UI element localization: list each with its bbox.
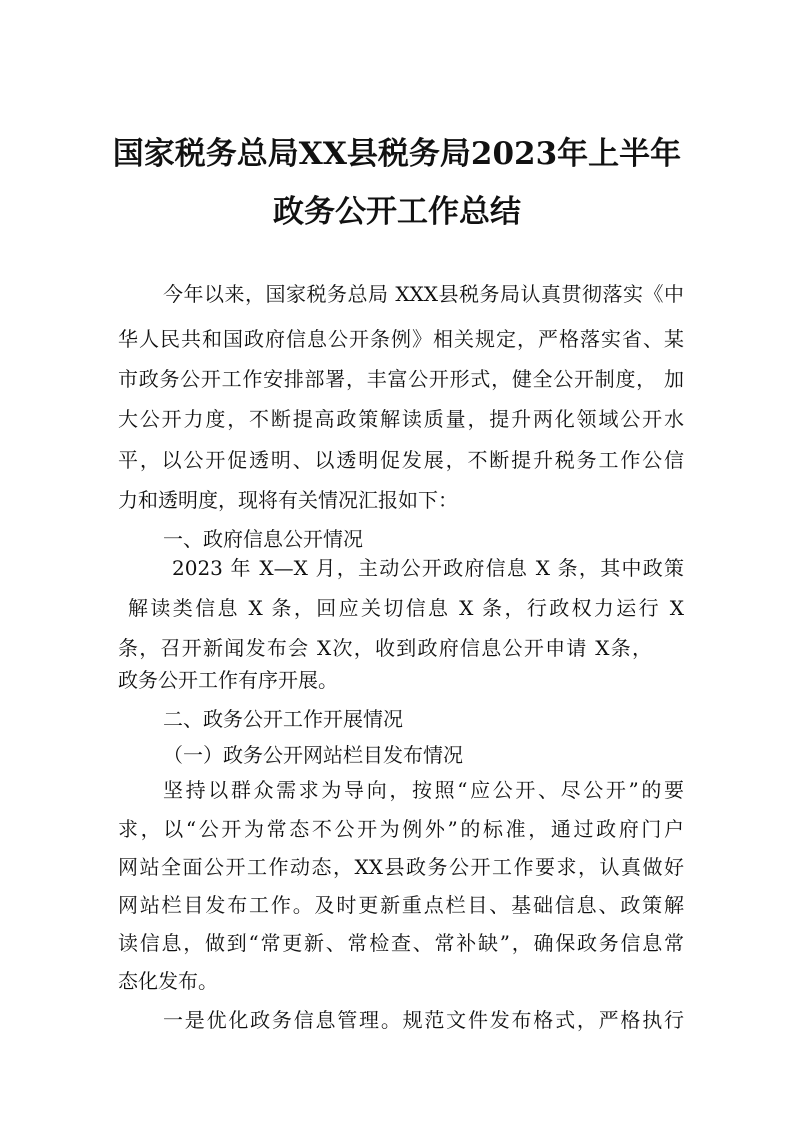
section-heading-1: 一、政府信息公开情况 [163,527,363,551]
point-1-line: 一是优化政务信息管理。规范文件发布格式，严格执行 [163,1008,684,1032]
paragraph-line: 网站全面公开工作动态，XX县政务公开工作要求，认真做好 [118,855,684,879]
paragraph-line: 市政务公开工作安排部署，丰富公开形式，健全公开制度， 加 [118,367,684,391]
paragraph-line: 条，召开新闻发布会 X次，收到政府信息公开申请 X条， [118,636,652,660]
subsection-heading-1: （一）政务公开网站栏目发布情况 [163,743,463,767]
paragraph-line: 求，以“公开为常态不公开为例外”的标准，通过政府门户 [118,817,684,841]
document-title-line-2: 政务公开工作总结 [273,194,521,230]
paragraph-line: 华人民共和国政府信息公开条例》相关规定，严格落实省、某 [118,327,684,351]
paragraph-line: 态化发布。 [118,969,218,993]
paragraph-line: 力和透明度，现将有关情况汇报如下： [118,488,458,512]
paragraph-line: 坚持以群众需求为导向，按照“应公开、尽公开”的要 [163,778,684,802]
document-title-line-1: 国家税务总局XX县税务局2023年上半年 [112,136,682,172]
paragraph-line: 读信息，做到“常更新、常检查、常补缺”，确保政务信息常 [118,931,684,955]
paragraph-line: 平，以公开促透明、以透明促发展，不断提升税务工作公信 [118,448,684,472]
paragraph-line: 网站栏目发布工作。及时更新重点栏目、基础信息、政策解 [118,893,684,917]
section-heading-2: 二、政务公开工作开展情况 [163,707,403,731]
paragraph-line: 今年以来，国家税务总局 XXX县税务局认真贯彻落实《中 [163,282,684,306]
paragraph-line: 大公开力度，不断提高政策解读质量，提升两化领域公开水 [118,407,684,431]
paragraph-line: 2023 年 X—X 月，主动公开政府信息 X 条，其中政策 [172,556,684,580]
paragraph-line: 政务公开工作有序开展。 [118,668,338,692]
paragraph-line: 解读类信息 X 条，回应关切信息 X 条，行政权力运行 X [128,596,684,620]
